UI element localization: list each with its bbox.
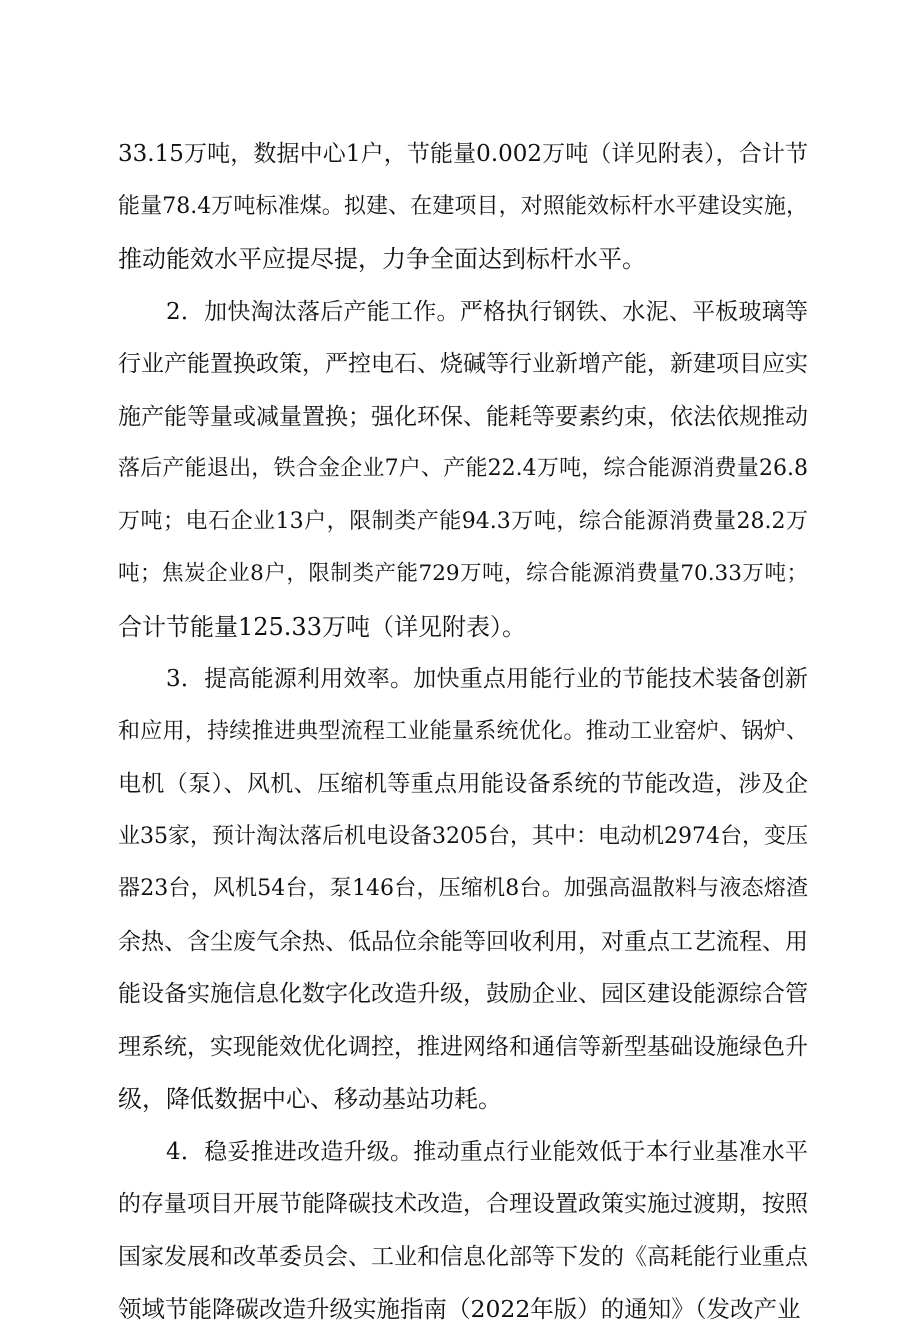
text-line: 万吨；电石企业13户，限制类产能94.3万吨，综合能源消费量28.2万: [118, 508, 808, 534]
text-line: 级，降低数据中心、移动基站功耗。: [118, 1085, 502, 1113]
text-line: 33.15万吨，数据中心1户，节能量0.002万吨（详见附表），合计节: [118, 141, 808, 167]
paragraph-4-heading-line: 4．稳妥推进改造升级。推动重点行业能效低于本行业基准水平: [166, 1138, 808, 1165]
text-line: 业35家，预计淘汰落后机电设备3205台，其中：电动机2974台，变压: [118, 823, 808, 849]
text-line: 行业产能置换政策，严控电石、烧碱等行业新增产能，新建项目应实: [118, 351, 808, 377]
text-line: 余热、含尘废气余热、低品位余能等回收利用，对重点工艺流程、用: [118, 928, 808, 955]
paragraph-3-heading-line: 3．提高能源利用效率。加快重点用能行业的节能技术装备创新: [166, 666, 808, 692]
text-line: 理系统，实现能效优化调控，推进网络和通信等新型基础设施绿色升: [118, 1033, 808, 1060]
body-text: [118, 128, 808, 1336]
text-line: 落后产能退出，铁合金企业7户、产能22.4万吨，综合能源消费量26.8: [118, 456, 808, 481]
text-line: 能设备实施信息化数字化改造升级，鼓励企业、园区建设能源综合管: [118, 981, 808, 1007]
text-line: 和应用，持续推进典型流程工业能量系统优化。推动工业窑炉、锅炉、: [118, 718, 808, 744]
text-line: 器23台，风机54台，泵146台，压缩机8台。加强高温散料与液态熔渣: [118, 876, 808, 901]
text-line: 推动能效水平应提尽提，力争全面达到标杆水平。: [118, 245, 646, 273]
text-line: 国家发展和改革委员会、工业和信息化部等下发的《高耗能行业重点: [118, 1243, 808, 1270]
text-line: 领域节能降碳改造升级实施指南（2022年版）的通知》（发改产业: [118, 1295, 801, 1323]
text-line: 吨；焦炭企业8户，限制类产能729万吨，综合能源消费量70.33万吨；: [118, 561, 808, 586]
text-line: 的存量项目开展节能降碳技术改造，合理设置政策实施过渡期，按照: [118, 1191, 808, 1217]
text-line: 能量78.4万吨标准煤。拟建、在建项目，对照能效标杆水平建设实施，: [118, 193, 808, 219]
text-line: 合计节能量125.33万吨（详见附表）。: [118, 612, 526, 641]
text-line: 施产能等量或减量置换；强化环保、能耗等要素约束，依法依规推动: [118, 403, 808, 430]
text-line: 电机（泵）、风机、压缩机等重点用能设备系统的节能改造，涉及企: [118, 771, 808, 797]
paragraph-2-heading-line: 2．加快淘汰落后产能工作。严格执行钢铁、水泥、平板玻璃等: [166, 298, 808, 325]
